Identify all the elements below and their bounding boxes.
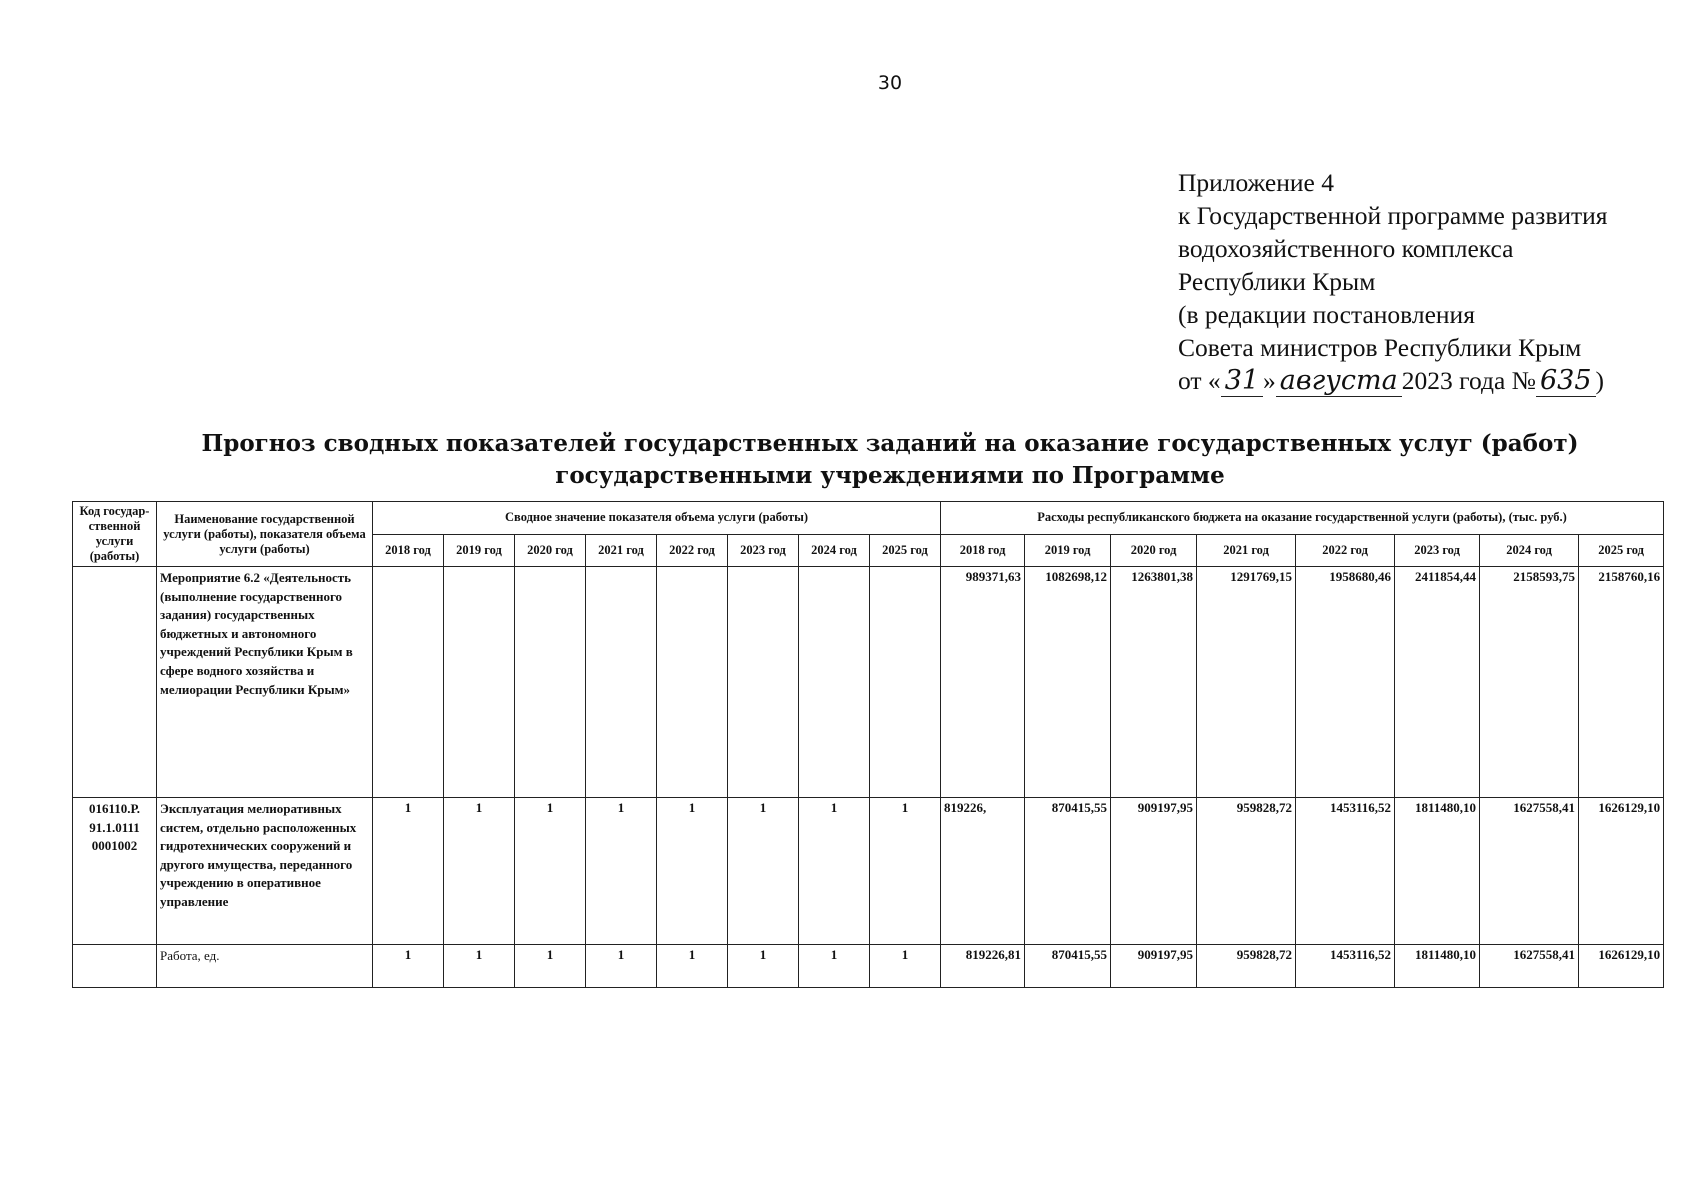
row-code xyxy=(73,567,157,798)
row-name: Работа, ед. xyxy=(157,945,373,988)
row-name: Мероприятие 6.2 «Деятельность (выполнение государственного задания) государственных бюджетных и автономного учреждений Республики Крым в сфере водного хозяйства и мелиорации Республики Крым» xyxy=(157,567,373,798)
expense-cell: 1958680,46 xyxy=(1296,567,1395,798)
expense-cell: 989371,63 xyxy=(941,567,1025,798)
expense-cell: 1291769,15 xyxy=(1197,567,1296,798)
header-year: 2024 год xyxy=(1480,534,1579,567)
row-name: Эксплуатация мелиоративных систем, отдельно расположенных гидротехнических сооружений и другого имущества, переданного учреждению в оперативное управление xyxy=(157,798,373,945)
date-prefix: от « xyxy=(1178,366,1221,395)
expense-cell: 870415,55 xyxy=(1025,798,1111,945)
expense-cell: 870415,55 xyxy=(1025,945,1111,988)
header-volume-group: Сводное значение показателя объема услуги (работы) xyxy=(373,502,941,535)
header-year: 2023 год xyxy=(1395,534,1480,567)
date-year: 2023 года № xyxy=(1401,366,1536,395)
volume-cell xyxy=(586,567,657,798)
row-code xyxy=(73,945,157,988)
header-year: 2019 год xyxy=(1025,534,1111,567)
document-title xyxy=(0,428,1685,492)
appendix-line: Республики Крым xyxy=(1178,267,1376,296)
expense-cell: 909197,95 xyxy=(1111,945,1197,988)
expense-cell: 2158593,75 xyxy=(1480,567,1579,798)
volume-cell xyxy=(373,567,444,798)
title-line-2: государственными учреждениями по Программе xyxy=(555,462,1225,489)
date-separator: » xyxy=(1263,366,1276,395)
handwritten-month: августа xyxy=(1276,365,1402,397)
expense-cell: 1626129,10 xyxy=(1579,798,1664,945)
expense-cell: 2411854,44 xyxy=(1395,567,1480,798)
expense-cell: 909197,95 xyxy=(1111,798,1197,945)
header-year: 2022 год xyxy=(657,534,728,567)
volume-cell: 1 xyxy=(586,798,657,945)
header-code: Код государ-ственной услуги (работы) xyxy=(73,502,157,567)
resolution-date-line xyxy=(1178,364,1608,397)
volume-cell xyxy=(657,567,728,798)
date-close: ) xyxy=(1595,366,1605,395)
volume-cell: 1 xyxy=(515,945,586,988)
appendix-line: (в редакции постановления xyxy=(1178,300,1475,329)
volume-cell: 1 xyxy=(657,798,728,945)
volume-cell xyxy=(870,567,941,798)
volume-cell: 1 xyxy=(373,798,444,945)
expense-cell: 1263801,38 xyxy=(1111,567,1197,798)
expense-cell: 1627558,41 xyxy=(1480,798,1579,945)
expense-cell: 959828,72 xyxy=(1197,945,1296,988)
handwritten-number: 635 xyxy=(1536,365,1596,397)
volume-cell: 1 xyxy=(728,798,799,945)
page-number: 30 xyxy=(877,72,903,94)
header-year: 2020 год xyxy=(1111,534,1197,567)
row-code: 016110.Р. 91.1.0111 0001002 xyxy=(73,798,157,945)
volume-cell: 1 xyxy=(799,945,870,988)
forecast-table xyxy=(72,501,1664,988)
expense-cell: 1453116,52 xyxy=(1296,945,1395,988)
expense-cell: 1627558,41 xyxy=(1480,945,1579,988)
table-row xyxy=(73,798,1664,945)
header-year: 2019 год xyxy=(444,534,515,567)
table-row xyxy=(73,567,1664,798)
volume-cell: 1 xyxy=(373,945,444,988)
appendix-block xyxy=(1178,166,1608,397)
appendix-line: Приложение 4 xyxy=(1178,168,1334,197)
expense-cell: 1626129,10 xyxy=(1579,945,1664,988)
header-year: 2024 год xyxy=(799,534,870,567)
header-expense-group: Расходы республиканского бюджета на оказание государственной услуги (работы), (тыс. руб.) xyxy=(941,502,1664,535)
expense-cell: 1811480,10 xyxy=(1395,798,1480,945)
header-year: 2025 год xyxy=(1579,534,1664,567)
volume-cell xyxy=(515,567,586,798)
appendix-line: водохозяйственного комплекса xyxy=(1178,234,1514,263)
header-year: 2021 год xyxy=(1197,534,1296,567)
table-row xyxy=(73,945,1664,988)
handwritten-day: 31 xyxy=(1221,365,1263,397)
volume-cell xyxy=(444,567,515,798)
expense-cell: 1453116,52 xyxy=(1296,798,1395,945)
expense-cell: 959828,72 xyxy=(1197,798,1296,945)
volume-cell: 1 xyxy=(444,798,515,945)
volume-cell: 1 xyxy=(586,945,657,988)
header-year: 2022 год xyxy=(1296,534,1395,567)
title-line-1: Прогноз сводных показателей государственных заданий на оказание государственных услуг (работ) xyxy=(201,430,1579,457)
header-year: 2018 год xyxy=(941,534,1025,567)
header-year: 2025 год xyxy=(870,534,941,567)
volume-cell: 1 xyxy=(728,945,799,988)
volume-cell xyxy=(728,567,799,798)
expense-cell: 1082698,12 xyxy=(1025,567,1111,798)
volume-cell: 1 xyxy=(799,798,870,945)
expense-cell: 1811480,10 xyxy=(1395,945,1480,988)
volume-cell: 1 xyxy=(657,945,728,988)
volume-cell: 1 xyxy=(870,945,941,988)
expense-cell: 2158760,16 xyxy=(1579,567,1664,798)
expense-cell: 819226, xyxy=(941,798,1025,945)
expense-cell: 819226,81 xyxy=(941,945,1025,988)
header-year: 2021 год xyxy=(586,534,657,567)
volume-cell: 1 xyxy=(870,798,941,945)
header-row xyxy=(73,502,1664,535)
volume-cell xyxy=(799,567,870,798)
appendix-line: к Государственной программе развития xyxy=(1178,201,1608,230)
volume-cell: 1 xyxy=(444,945,515,988)
volume-cell: 1 xyxy=(515,798,586,945)
header-year: 2020 год xyxy=(515,534,586,567)
header-name: Наименование государственной услуги (работы), показателя объема услуги (работы) xyxy=(157,502,373,567)
header-year: 2018 год xyxy=(373,534,444,567)
appendix-line: Совета министров Республики Крым xyxy=(1178,333,1582,362)
header-year: 2023 год xyxy=(728,534,799,567)
